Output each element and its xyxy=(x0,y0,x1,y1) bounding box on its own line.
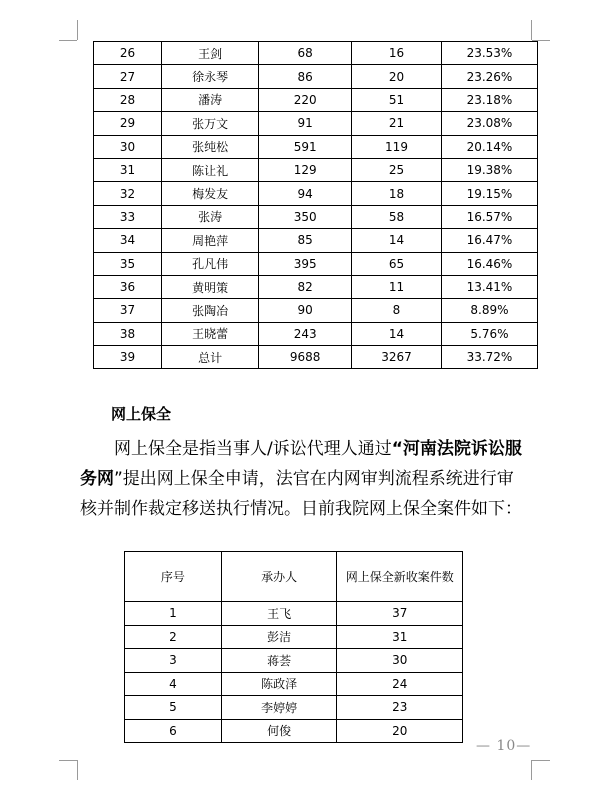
ranking-table xyxy=(93,41,538,369)
table-cell: 8 xyxy=(352,299,442,322)
table-cell: 王飞 xyxy=(221,602,337,626)
table-cell: 20 xyxy=(337,719,463,743)
crop-mark xyxy=(59,760,77,761)
table-cell: 19.38% xyxy=(441,158,537,181)
table-cell: 36 xyxy=(94,275,162,298)
table-cell: 37 xyxy=(94,299,162,322)
table-cell: 31 xyxy=(337,625,463,649)
table-cell: 3267 xyxy=(352,346,442,369)
table-row xyxy=(94,88,538,111)
table-row xyxy=(94,252,538,275)
table-cell: 220 xyxy=(259,88,352,111)
table-cell: 23 xyxy=(337,696,463,720)
table-row xyxy=(94,135,538,158)
table-cell: 蒋荟 xyxy=(221,649,337,673)
table-cell: 张涛 xyxy=(161,205,258,228)
table-cell: 16.57% xyxy=(441,205,537,228)
table-cell: 李婷婷 xyxy=(221,696,337,720)
paragraph-line xyxy=(80,494,548,524)
table-cell: 31 xyxy=(94,158,162,181)
table-cell: 11 xyxy=(352,275,442,298)
table-cell: 34 xyxy=(94,229,162,252)
online-preservation-table-body xyxy=(125,602,463,743)
table-cell: 陈政泽 xyxy=(221,672,337,696)
table-cell: 张万文 xyxy=(161,112,258,135)
paragraph-line xyxy=(80,464,548,494)
page-number: — 10— xyxy=(476,738,532,754)
table-cell: 27 xyxy=(94,65,162,88)
table-cell: 5 xyxy=(125,696,222,720)
table-cell: 何俊 xyxy=(221,719,337,743)
table-row xyxy=(94,158,538,181)
table-cell: 4 xyxy=(125,672,222,696)
table-cell: 孔凡伟 xyxy=(161,252,258,275)
table-cell: 29 xyxy=(94,112,162,135)
table-cell: 梅发友 xyxy=(161,182,258,205)
section-heading: 网上保全 xyxy=(111,405,172,423)
paragraph-text: ”提出网上保全申请，法官在内网审判流程系统进行审 xyxy=(114,469,514,489)
table-row xyxy=(125,719,463,743)
crop-mark xyxy=(77,760,78,780)
table-cell: 张纯松 xyxy=(161,135,258,158)
table-cell: 35 xyxy=(94,252,162,275)
table-row xyxy=(125,625,463,649)
table-cell: 38 xyxy=(94,322,162,345)
table-row xyxy=(94,275,538,298)
table-cell: 23.08% xyxy=(441,112,537,135)
table-cell: 21 xyxy=(352,112,442,135)
table-cell: 350 xyxy=(259,205,352,228)
table-row xyxy=(125,649,463,673)
table-cell: 16 xyxy=(352,42,442,65)
table-cell: 陈让礼 xyxy=(161,158,258,181)
table-row xyxy=(94,205,538,228)
table-cell: 9688 xyxy=(259,346,352,369)
table-row xyxy=(94,65,538,88)
table-cell: 5.76% xyxy=(441,322,537,345)
table-cell: 周艳萍 xyxy=(161,229,258,252)
table-cell: 68 xyxy=(259,42,352,65)
table-row xyxy=(125,672,463,696)
table-cell: 23.53% xyxy=(441,42,537,65)
table-cell: 16.47% xyxy=(441,229,537,252)
table-cell: 30 xyxy=(337,649,463,673)
crop-mark xyxy=(531,20,532,40)
table-cell: 58 xyxy=(352,205,442,228)
table-cell: 14 xyxy=(352,229,442,252)
table-row xyxy=(94,346,538,369)
crop-mark xyxy=(59,40,77,41)
table-cell: 85 xyxy=(259,229,352,252)
table-cell: 591 xyxy=(259,135,352,158)
table-cell: 82 xyxy=(259,275,352,298)
table-cell: 总计 xyxy=(161,346,258,369)
table-cell: 彭洁 xyxy=(221,625,337,649)
table-cell: 129 xyxy=(259,158,352,181)
crop-mark xyxy=(531,760,532,780)
table-cell: 1 xyxy=(125,602,222,626)
table-cell: 18 xyxy=(352,182,442,205)
table-cell: 20 xyxy=(352,65,442,88)
table-cell: 8.89% xyxy=(441,299,537,322)
crop-mark xyxy=(77,20,78,40)
table-header-row xyxy=(125,552,463,602)
table-cell: 3 xyxy=(125,649,222,673)
table-cell: 94 xyxy=(259,182,352,205)
crop-mark xyxy=(532,760,550,761)
table-cell: 14 xyxy=(352,322,442,345)
table-cell: 23.18% xyxy=(441,88,537,111)
table-row xyxy=(125,696,463,720)
table-cell: 潘涛 xyxy=(161,88,258,111)
table-cell: 32 xyxy=(94,182,162,205)
table-cell: 65 xyxy=(352,252,442,275)
table-cell: 16.46% xyxy=(441,252,537,275)
table-cell: 119 xyxy=(352,135,442,158)
table-cell: 张陶冶 xyxy=(161,299,258,322)
table-cell: 王晓蕾 xyxy=(161,322,258,345)
table-cell: 2 xyxy=(125,625,222,649)
paragraph-line xyxy=(80,434,548,464)
table-cell: 25 xyxy=(352,158,442,181)
online-preservation-table xyxy=(124,551,463,743)
table-cell: 23.26% xyxy=(441,65,537,88)
table-header-cell: 承办人 xyxy=(221,552,337,602)
table-row xyxy=(94,182,538,205)
table-cell: 20.14% xyxy=(441,135,537,158)
table-cell: 39 xyxy=(94,346,162,369)
table-cell: 90 xyxy=(259,299,352,322)
table-cell: 24 xyxy=(337,672,463,696)
table-cell: 13.41% xyxy=(441,275,537,298)
table-cell: 33 xyxy=(94,205,162,228)
paragraph-text: 核并制作裁定移送执行情况。日前我院网上保全案件如下： xyxy=(80,499,522,519)
paragraph-text: 网上保全是指当事人/诉讼代理人通过 xyxy=(114,439,392,459)
ranking-table-body xyxy=(94,42,538,369)
table-cell: 王剑 xyxy=(161,42,258,65)
table-row xyxy=(94,112,538,135)
paragraph-bold-text: “河南法院诉讼服 xyxy=(391,439,522,459)
table-row xyxy=(94,322,538,345)
table-header-cell: 序号 xyxy=(125,552,222,602)
table-cell: 26 xyxy=(94,42,162,65)
table-cell: 徐永琴 xyxy=(161,65,258,88)
table-header-cell: 网上保全新收案件数 xyxy=(337,552,463,602)
table-cell: 91 xyxy=(259,112,352,135)
table-row xyxy=(94,229,538,252)
section-paragraph xyxy=(80,434,548,524)
table-cell: 30 xyxy=(94,135,162,158)
table-cell: 黄明策 xyxy=(161,275,258,298)
table-cell: 395 xyxy=(259,252,352,275)
table-cell: 243 xyxy=(259,322,352,345)
table-cell: 33.72% xyxy=(441,346,537,369)
table-row xyxy=(125,602,463,626)
table-cell: 86 xyxy=(259,65,352,88)
table-row xyxy=(94,42,538,65)
table-cell: 28 xyxy=(94,88,162,111)
table-cell: 19.15% xyxy=(441,182,537,205)
table-cell: 6 xyxy=(125,719,222,743)
table-cell: 37 xyxy=(337,602,463,626)
table-row xyxy=(94,299,538,322)
paragraph-bold-text: 务网 xyxy=(80,469,114,489)
table-cell: 51 xyxy=(352,88,442,111)
